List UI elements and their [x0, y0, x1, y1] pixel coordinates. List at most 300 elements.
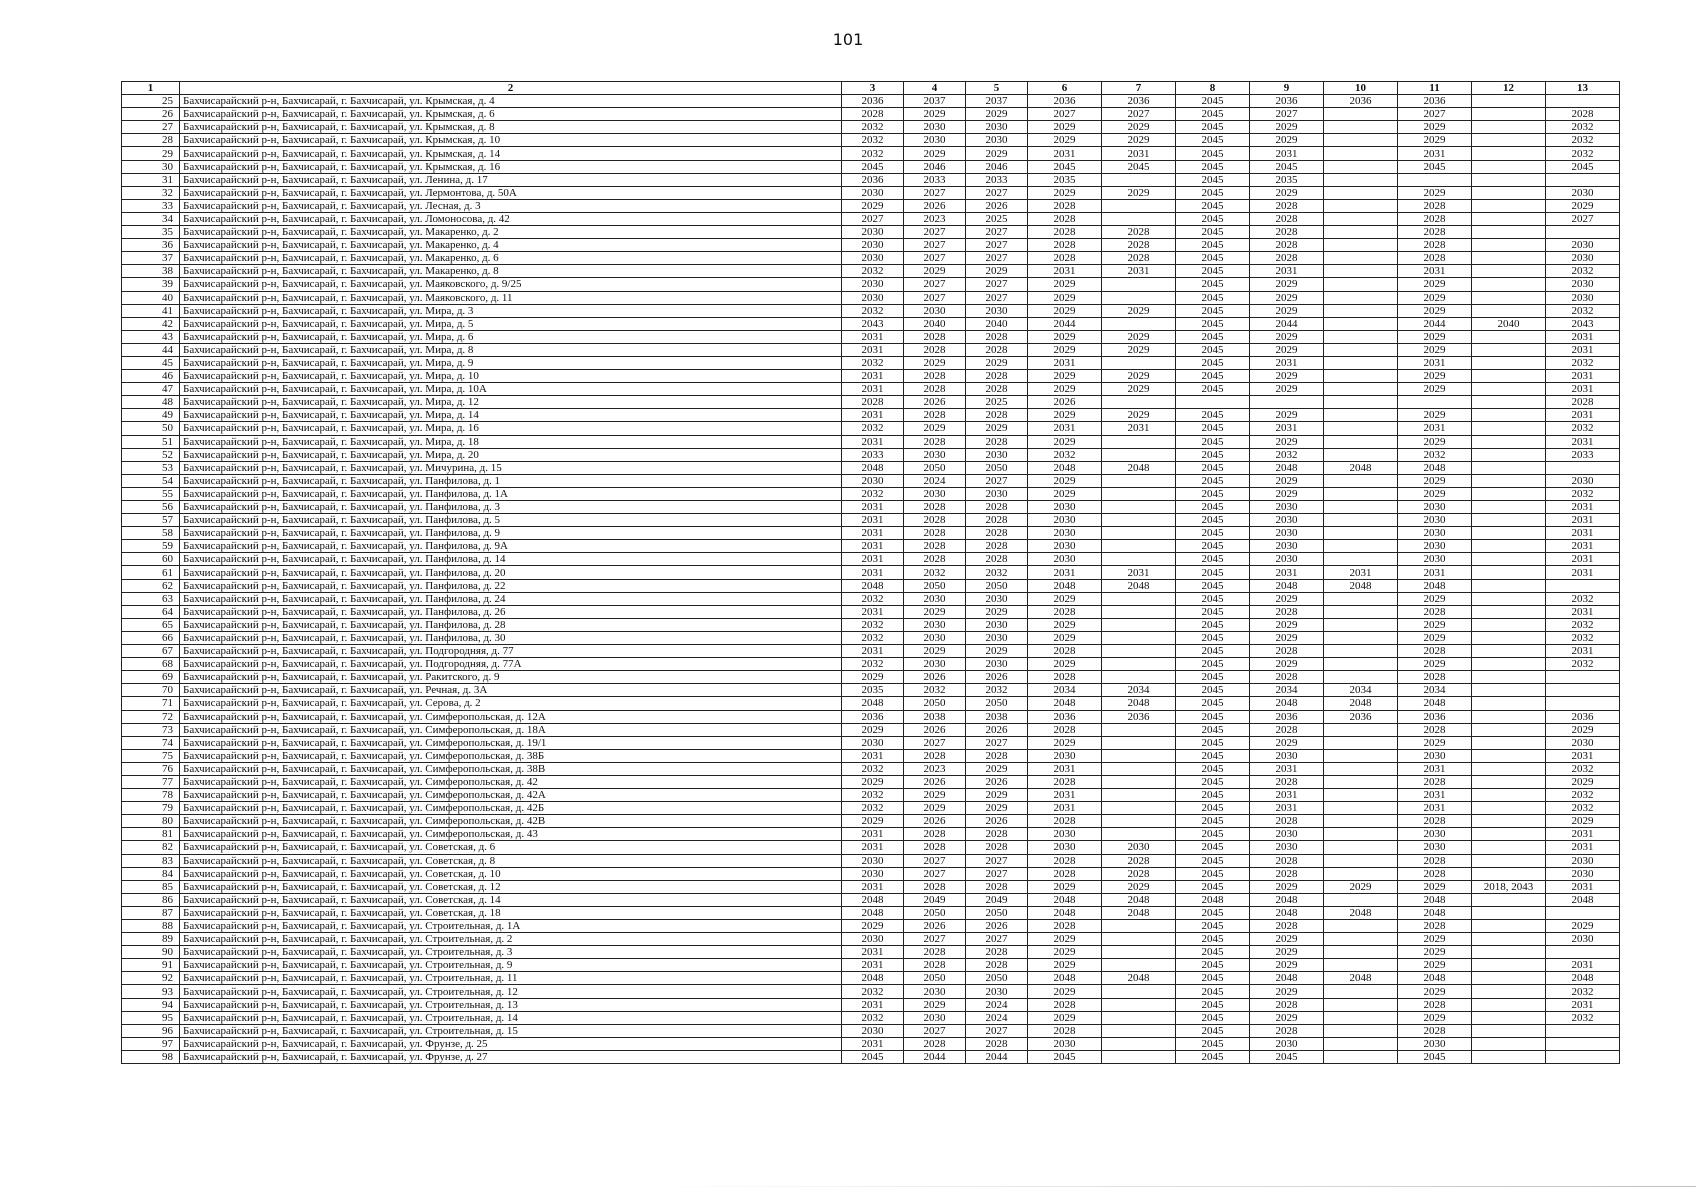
year-cell-col-10 [1324, 1024, 1398, 1037]
year-cell-col-9: 2028 [1250, 775, 1324, 788]
year-cell-col-13 [1546, 671, 1620, 684]
year-cell-col-4: 2028 [904, 383, 966, 396]
table-row [122, 828, 1620, 841]
year-cell-col-9: 2028 [1250, 226, 1324, 239]
year-cell-col-8: 2045 [1176, 173, 1250, 186]
year-cell-col-12 [1472, 199, 1546, 212]
table-row [122, 527, 1620, 540]
year-cell-col-11: 2030 [1398, 1037, 1472, 1050]
year-cell-col-6: 2045 [1028, 160, 1102, 173]
year-cell-col-3: 2048 [842, 893, 904, 906]
address-cell: Бахчисарайский р-н, Бахчисарай, г. Бахчисарай, ул. Маяковского, д. 9/25 [180, 278, 842, 291]
year-cell-col-9: 2031 [1250, 566, 1324, 579]
year-cell-col-9: 2030 [1250, 514, 1324, 527]
year-cell-col-12 [1472, 658, 1546, 671]
year-cell-col-12 [1472, 356, 1546, 369]
year-cell-col-12 [1472, 383, 1546, 396]
year-cell-col-5: 2030 [966, 658, 1028, 671]
year-cell-col-13: 2031 [1546, 501, 1620, 514]
address-cell: Бахчисарайский р-н, Бахчисарай, г. Бахчисарай, ул. Крымская, д. 14 [180, 147, 842, 160]
year-cell-col-8: 2045 [1176, 1024, 1250, 1037]
table-row [122, 409, 1620, 422]
year-cell-col-12 [1472, 933, 1546, 946]
year-cell-col-10 [1324, 959, 1398, 972]
year-cell-col-8: 2045 [1176, 461, 1250, 474]
year-cell-col-12 [1472, 343, 1546, 356]
address-cell: Бахчисарайский р-н, Бахчисарай, г. Бахчисарай, ул. Лесная, д. 3 [180, 199, 842, 212]
year-cell-col-10 [1324, 933, 1398, 946]
year-cell-col-7 [1102, 946, 1176, 959]
year-cell-col-10 [1324, 121, 1398, 134]
address-cell: Бахчисарайский р-н, Бахчисарай, г. Бахчисарай, ул. Строительная, д. 9 [180, 959, 842, 972]
year-cell-col-8 [1176, 396, 1250, 409]
year-cell-col-12 [1472, 265, 1546, 278]
year-cell-col-13 [1546, 684, 1620, 697]
address-cell: Бахчисарайский р-н, Бахчисарай, г. Бахчисарай, ул. Макаренко, д. 6 [180, 252, 842, 265]
row-number-cell: 38 [122, 265, 180, 278]
year-cell-col-9: 2031 [1250, 265, 1324, 278]
year-cell-col-13: 2030 [1546, 474, 1620, 487]
table-row [122, 579, 1620, 592]
row-number-cell: 48 [122, 396, 180, 409]
year-cell-col-6: 2029 [1028, 278, 1102, 291]
year-cell-col-8: 2045 [1176, 605, 1250, 618]
row-number-cell: 44 [122, 343, 180, 356]
address-cell: Бахчисарайский р-н, Бахчисарай, г. Бахчисарай, ул. Ломоносова, д. 42 [180, 212, 842, 225]
year-cell-col-6: 2028 [1028, 775, 1102, 788]
year-cell-col-7 [1102, 514, 1176, 527]
row-number-cell: 70 [122, 684, 180, 697]
year-cell-col-9 [1250, 396, 1324, 409]
table-row [122, 723, 1620, 736]
year-cell-col-13 [1546, 95, 1620, 108]
year-cell-col-5: 2027 [966, 1024, 1028, 1037]
row-number-cell: 50 [122, 422, 180, 435]
year-cell-col-5: 2027 [966, 867, 1028, 880]
year-cell-col-9: 2031 [1250, 356, 1324, 369]
year-cell-col-8: 2045 [1176, 134, 1250, 147]
year-cell-col-13: 2029 [1546, 815, 1620, 828]
year-cell-col-9: 2029 [1250, 985, 1324, 998]
year-cell-col-5: 2037 [966, 95, 1028, 108]
address-cell: Бахчисарайский р-н, Бахчисарай, г. Бахчисарай, ул. Панфилова, д. 20 [180, 566, 842, 579]
year-cell-col-10 [1324, 553, 1398, 566]
row-number-cell: 73 [122, 723, 180, 736]
year-cell-col-8: 2045 [1176, 239, 1250, 252]
year-cell-col-13: 2032 [1546, 658, 1620, 671]
year-cell-col-8: 2045 [1176, 514, 1250, 527]
year-cell-col-6: 2030 [1028, 501, 1102, 514]
year-cell-col-3: 2031 [842, 343, 904, 356]
year-cell-col-10 [1324, 893, 1398, 906]
row-number-cell: 31 [122, 173, 180, 186]
year-cell-col-12 [1472, 1011, 1546, 1024]
row-number-cell: 56 [122, 501, 180, 514]
year-cell-col-10: 2048 [1324, 461, 1398, 474]
year-cell-col-7 [1102, 828, 1176, 841]
year-cell-col-13: 2032 [1546, 304, 1620, 317]
year-cell-col-11: 2029 [1398, 330, 1472, 343]
address-cell: Бахчисарайский р-н, Бахчисарай, г. Бахчисарай, ул. Советская, д. 12 [180, 880, 842, 893]
year-cell-col-3: 2036 [842, 95, 904, 108]
year-cell-col-11: 2030 [1398, 514, 1472, 527]
address-cell: Бахчисарайский р-н, Бахчисарай, г. Бахчисарай, ул. Панфилова, д. 28 [180, 618, 842, 631]
year-cell-col-11: 2036 [1398, 710, 1472, 723]
year-cell-col-10 [1324, 1037, 1398, 1050]
year-cell-col-3: 2030 [842, 933, 904, 946]
table-row [122, 514, 1620, 527]
year-cell-col-6: 2029 [1028, 959, 1102, 972]
year-cell-col-6: 2026 [1028, 396, 1102, 409]
year-cell-col-11: 2029 [1398, 631, 1472, 644]
year-cell-col-13: 2031 [1546, 645, 1620, 658]
year-cell-col-7 [1102, 618, 1176, 631]
year-cell-col-12 [1472, 671, 1546, 684]
year-cell-col-6: 2030 [1028, 540, 1102, 553]
year-cell-col-9: 2028 [1250, 854, 1324, 867]
year-cell-col-8: 2045 [1176, 985, 1250, 998]
year-cell-col-6: 2029 [1028, 592, 1102, 605]
year-cell-col-10 [1324, 108, 1398, 121]
year-cell-col-12 [1472, 1024, 1546, 1037]
year-cell-col-7 [1102, 487, 1176, 500]
year-cell-col-13: 2032 [1546, 762, 1620, 775]
row-number-cell: 54 [122, 474, 180, 487]
year-cell-col-3: 2048 [842, 697, 904, 710]
address-cell: Бахчисарайский р-н, Бахчисарай, г. Бахчисарай, ул. Строительная, д. 11 [180, 972, 842, 985]
year-cell-col-7: 2048 [1102, 906, 1176, 919]
year-cell-col-3: 2031 [842, 527, 904, 540]
address-cell: Бахчисарайский р-н, Бахчисарай, г. Бахчисарай, ул. Мира, д. 20 [180, 448, 842, 461]
year-cell-col-11: 2028 [1398, 226, 1472, 239]
year-cell-col-10: 2031 [1324, 566, 1398, 579]
row-number-cell: 64 [122, 605, 180, 618]
year-cell-col-4: 2050 [904, 697, 966, 710]
year-cell-col-4: 2050 [904, 461, 966, 474]
table-row [122, 775, 1620, 788]
year-cell-col-9: 2044 [1250, 317, 1324, 330]
year-cell-col-3: 2048 [842, 579, 904, 592]
year-cell-col-3: 2032 [842, 356, 904, 369]
table-row [122, 317, 1620, 330]
address-cell: Бахчисарайский р-н, Бахчисарай, г. Бахчисарай, ул. Панфилова, д. 5 [180, 514, 842, 527]
year-cell-col-12 [1472, 474, 1546, 487]
year-cell-col-11: 2028 [1398, 723, 1472, 736]
year-cell-col-7: 2031 [1102, 422, 1176, 435]
year-cell-col-13 [1546, 946, 1620, 959]
year-cell-col-10: 2048 [1324, 579, 1398, 592]
year-cell-col-9: 2048 [1250, 697, 1324, 710]
year-cell-col-7 [1102, 985, 1176, 998]
year-cell-col-12 [1472, 435, 1546, 448]
year-cell-col-11: 2030 [1398, 501, 1472, 514]
year-cell-col-6: 2035 [1028, 173, 1102, 186]
year-cell-col-13 [1546, 579, 1620, 592]
year-cell-col-8: 2045 [1176, 867, 1250, 880]
address-cell: Бахчисарайский р-н, Бахчисарай, г. Бахчисарай, ул. Мира, д. 14 [180, 409, 842, 422]
row-number-cell: 49 [122, 409, 180, 422]
row-number-cell: 58 [122, 527, 180, 540]
table-row [122, 383, 1620, 396]
year-cell-col-10 [1324, 212, 1398, 225]
year-cell-col-9: 2045 [1250, 160, 1324, 173]
table-row [122, 330, 1620, 343]
year-cell-col-12 [1472, 854, 1546, 867]
year-cell-col-8: 2045 [1176, 1011, 1250, 1024]
year-cell-col-5: 2028 [966, 435, 1028, 448]
year-cell-col-5: 2028 [966, 330, 1028, 343]
year-cell-col-4: 2028 [904, 1037, 966, 1050]
year-cell-col-6: 2029 [1028, 880, 1102, 893]
year-cell-col-11: 2028 [1398, 854, 1472, 867]
address-cell: Бахчисарайский р-н, Бахчисарай, г. Бахчисарай, ул. Крымская, д. 8 [180, 121, 842, 134]
year-cell-col-12 [1472, 893, 1546, 906]
year-cell-col-5: 2029 [966, 356, 1028, 369]
address-cell: Бахчисарайский р-н, Бахчисарай, г. Бахчисарай, ул. Мира, д. 16 [180, 422, 842, 435]
year-cell-col-7: 2036 [1102, 710, 1176, 723]
year-cell-col-4: 2026 [904, 723, 966, 736]
table-row [122, 592, 1620, 605]
year-cell-col-3: 2029 [842, 199, 904, 212]
year-cell-col-5: 2030 [966, 134, 1028, 147]
table-row [122, 121, 1620, 134]
year-cell-col-10 [1324, 920, 1398, 933]
row-number-cell: 60 [122, 553, 180, 566]
year-cell-col-9: 2030 [1250, 749, 1324, 762]
year-cell-col-8: 2045 [1176, 553, 1250, 566]
table-row [122, 867, 1620, 880]
year-cell-col-12 [1472, 631, 1546, 644]
year-cell-col-11: 2048 [1398, 579, 1472, 592]
year-cell-col-5: 2029 [966, 645, 1028, 658]
year-cell-col-8: 2045 [1176, 789, 1250, 802]
table-row [122, 212, 1620, 225]
year-cell-col-10: 2048 [1324, 972, 1398, 985]
table-row [122, 226, 1620, 239]
row-number-cell: 39 [122, 278, 180, 291]
year-cell-col-4: 2028 [904, 841, 966, 854]
table-row [122, 199, 1620, 212]
year-cell-col-6: 2028 [1028, 671, 1102, 684]
year-cell-col-5: 2028 [966, 343, 1028, 356]
year-cell-col-11: 2029 [1398, 946, 1472, 959]
year-cell-col-12 [1472, 841, 1546, 854]
address-cell: Бахчисарайский р-н, Бахчисарай, г. Бахчисарай, ул. Строительная, д. 3 [180, 946, 842, 959]
year-cell-col-7: 2030 [1102, 841, 1176, 854]
year-cell-col-12 [1472, 802, 1546, 815]
year-cell-col-4: 2033 [904, 173, 966, 186]
year-cell-col-3: 2045 [842, 1050, 904, 1063]
year-cell-col-5: 2030 [966, 121, 1028, 134]
year-cell-col-5: 2050 [966, 906, 1028, 919]
year-cell-col-13 [1546, 1037, 1620, 1050]
year-cell-col-13: 2032 [1546, 618, 1620, 631]
year-cell-col-12 [1472, 291, 1546, 304]
year-cell-col-7: 2048 [1102, 697, 1176, 710]
year-cell-col-4: 2027 [904, 226, 966, 239]
year-cell-col-12 [1472, 226, 1546, 239]
year-cell-col-7 [1102, 749, 1176, 762]
year-cell-col-3: 2030 [842, 1024, 904, 1037]
table-row [122, 566, 1620, 579]
year-cell-col-4: 2029 [904, 108, 966, 121]
row-number-cell: 46 [122, 370, 180, 383]
table-row [122, 422, 1620, 435]
year-cell-col-12 [1472, 789, 1546, 802]
year-cell-col-7: 2029 [1102, 121, 1176, 134]
year-cell-col-10 [1324, 370, 1398, 383]
year-cell-col-11: 2030 [1398, 540, 1472, 553]
year-cell-col-8: 2045 [1176, 474, 1250, 487]
year-cell-col-11: 2031 [1398, 422, 1472, 435]
year-cell-col-8: 2045 [1176, 212, 1250, 225]
year-cell-col-7 [1102, 1037, 1176, 1050]
year-cell-col-6: 2031 [1028, 566, 1102, 579]
year-cell-col-7 [1102, 1024, 1176, 1037]
year-cell-col-8: 2045 [1176, 160, 1250, 173]
year-cell-col-6: 2029 [1028, 304, 1102, 317]
year-cell-col-3: 2032 [842, 631, 904, 644]
year-cell-col-12 [1472, 828, 1546, 841]
address-cell: Бахчисарайский р-н, Бахчисарай, г. Бахчисарай, ул. Симферопольская, д. 42А [180, 789, 842, 802]
year-cell-col-8: 2045 [1176, 933, 1250, 946]
year-cell-col-6: 2031 [1028, 147, 1102, 160]
year-cell-col-13: 2029 [1546, 920, 1620, 933]
year-cell-col-9: 2029 [1250, 618, 1324, 631]
year-cell-col-9: 2036 [1250, 95, 1324, 108]
table-row [122, 959, 1620, 972]
header-row [122, 82, 1620, 95]
year-cell-col-5: 2030 [966, 631, 1028, 644]
year-cell-col-3: 2031 [842, 566, 904, 579]
year-cell-col-3: 2030 [842, 226, 904, 239]
year-cell-col-13: 2048 [1546, 893, 1620, 906]
year-cell-col-10 [1324, 946, 1398, 959]
year-cell-col-3: 2032 [842, 147, 904, 160]
year-cell-col-6: 2028 [1028, 252, 1102, 265]
year-cell-col-3: 2048 [842, 972, 904, 985]
year-cell-col-13: 2029 [1546, 199, 1620, 212]
year-cell-col-5: 2032 [966, 566, 1028, 579]
row-number-cell: 25 [122, 95, 180, 108]
year-cell-col-5: 2028 [966, 828, 1028, 841]
year-cell-col-8: 2045 [1176, 343, 1250, 356]
year-cell-col-8: 2045 [1176, 854, 1250, 867]
year-cell-col-8: 2045 [1176, 645, 1250, 658]
year-cell-col-9: 2036 [1250, 710, 1324, 723]
address-cell: Бахчисарайский р-н, Бахчисарай, г. Бахчисарай, ул. Панфилова, д. 22 [180, 579, 842, 592]
year-cell-col-9: 2034 [1250, 684, 1324, 697]
year-cell-col-4: 2027 [904, 854, 966, 867]
address-cell: Бахчисарайский р-н, Бахчисарай, г. Бахчисарай, ул. Строительная, д. 1А [180, 920, 842, 933]
row-number-cell: 41 [122, 304, 180, 317]
year-cell-col-7: 2031 [1102, 566, 1176, 579]
year-cell-col-12 [1472, 448, 1546, 461]
table-row [122, 645, 1620, 658]
year-cell-col-6: 2029 [1028, 631, 1102, 644]
year-cell-col-13: 2031 [1546, 370, 1620, 383]
year-cell-col-13: 2031 [1546, 828, 1620, 841]
year-cell-col-5: 2024 [966, 998, 1028, 1011]
year-cell-col-9: 2028 [1250, 815, 1324, 828]
year-cell-col-8: 2045 [1176, 710, 1250, 723]
year-cell-col-10 [1324, 749, 1398, 762]
year-cell-col-3: 2032 [842, 422, 904, 435]
year-cell-col-11: 2028 [1398, 199, 1472, 212]
year-cell-col-11: 2029 [1398, 370, 1472, 383]
row-number-cell: 98 [122, 1050, 180, 1063]
year-cell-col-8: 2045 [1176, 736, 1250, 749]
year-cell-col-4: 2030 [904, 592, 966, 605]
year-cell-col-8: 2048 [1176, 893, 1250, 906]
year-cell-col-5: 2027 [966, 186, 1028, 199]
year-cell-col-4: 2028 [904, 553, 966, 566]
year-cell-col-3: 2031 [842, 959, 904, 972]
address-cell: Бахчисарайский р-н, Бахчисарай, г. Бахчисарай, ул. Советская, д. 6 [180, 841, 842, 854]
row-number-cell: 74 [122, 736, 180, 749]
address-cell: Бахчисарайский р-н, Бахчисарай, г. Бахчисарай, ул. Макаренко, д. 2 [180, 226, 842, 239]
year-cell-col-7: 2027 [1102, 108, 1176, 121]
year-cell-col-3: 2031 [842, 435, 904, 448]
year-cell-col-5: 2029 [966, 789, 1028, 802]
year-cell-col-6: 2032 [1028, 448, 1102, 461]
year-cell-col-7 [1102, 631, 1176, 644]
year-cell-col-5: 2030 [966, 304, 1028, 317]
year-cell-col-7: 2028 [1102, 854, 1176, 867]
year-cell-col-9: 2031 [1250, 789, 1324, 802]
year-cell-col-10: 2048 [1324, 906, 1398, 919]
year-cell-col-13: 2031 [1546, 749, 1620, 762]
year-cell-col-9: 2028 [1250, 867, 1324, 880]
year-cell-col-4: 2024 [904, 474, 966, 487]
year-cell-col-11: 2028 [1398, 867, 1472, 880]
year-cell-col-5: 2028 [966, 1037, 1028, 1050]
year-cell-col-10 [1324, 252, 1398, 265]
address-cell: Бахчисарайский р-н, Бахчисарай, г. Бахчисарай, ул. Строительная, д. 2 [180, 933, 842, 946]
year-cell-col-13: 2032 [1546, 985, 1620, 998]
address-cell: Бахчисарайский р-н, Бахчисарай, г. Бахчисарай, ул. Панфилова, д. 9А [180, 540, 842, 553]
year-cell-col-13: 2031 [1546, 553, 1620, 566]
year-cell-col-12 [1472, 985, 1546, 998]
year-cell-col-9: 2029 [1250, 186, 1324, 199]
year-cell-col-4: 2027 [904, 867, 966, 880]
year-cell-col-13: 2032 [1546, 1011, 1620, 1024]
table-row [122, 671, 1620, 684]
year-cell-col-5: 2028 [966, 959, 1028, 972]
year-cell-col-9: 2030 [1250, 540, 1324, 553]
year-cell-col-5: 2029 [966, 422, 1028, 435]
address-cell: Бахчисарайский р-н, Бахчисарай, г. Бахчисарай, ул. Подгородняя, д. 77А [180, 658, 842, 671]
year-cell-col-4: 2023 [904, 212, 966, 225]
year-cell-col-5: 2027 [966, 278, 1028, 291]
year-cell-col-4: 2030 [904, 618, 966, 631]
year-cell-col-7 [1102, 762, 1176, 775]
table-row [122, 906, 1620, 919]
year-cell-col-12 [1472, 540, 1546, 553]
year-cell-col-7 [1102, 553, 1176, 566]
year-cell-col-13: 2030 [1546, 854, 1620, 867]
year-cell-col-6: 2028 [1028, 199, 1102, 212]
year-cell-col-5: 2028 [966, 370, 1028, 383]
year-cell-col-3: 2032 [842, 789, 904, 802]
year-cell-col-12 [1472, 252, 1546, 265]
year-cell-col-5: 2028 [966, 514, 1028, 527]
year-cell-col-11: 2029 [1398, 1011, 1472, 1024]
year-cell-col-6: 2030 [1028, 553, 1102, 566]
year-cell-col-5: 2029 [966, 605, 1028, 618]
year-cell-col-3: 2029 [842, 815, 904, 828]
table-row [122, 736, 1620, 749]
